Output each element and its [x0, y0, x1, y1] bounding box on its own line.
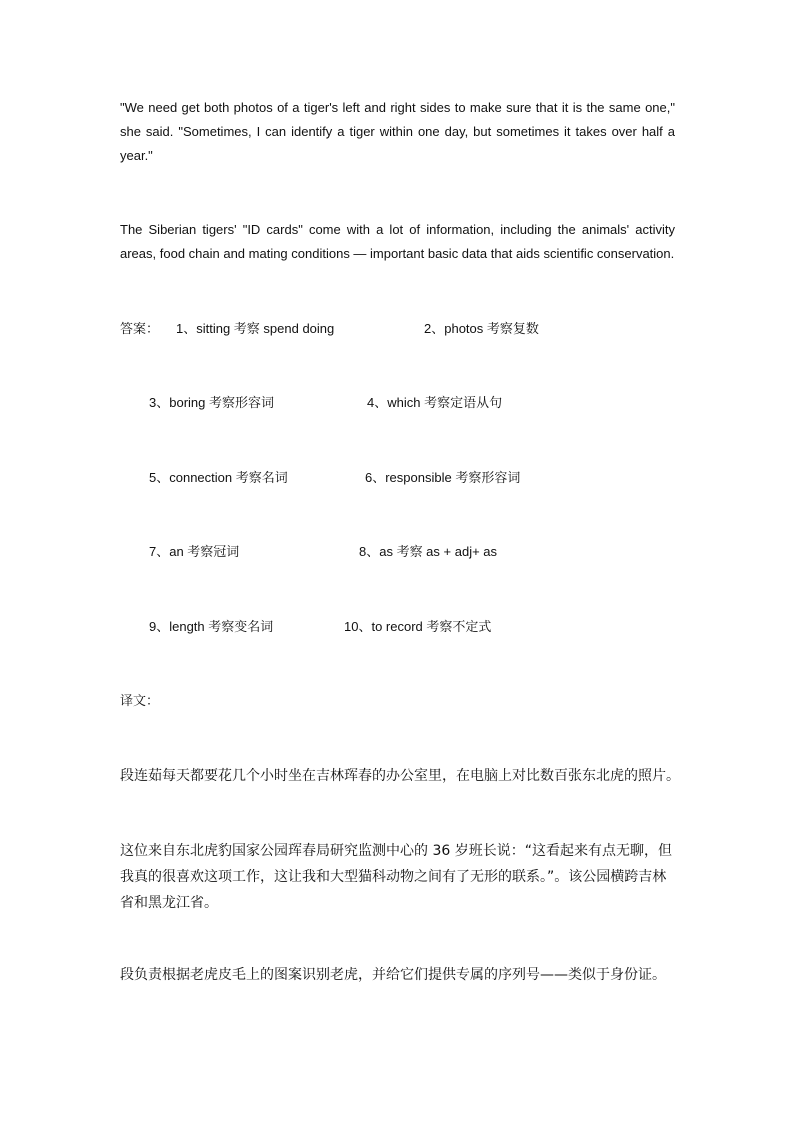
english-paragraph-quote: "We need get both photos of a tiger's left and right sides to make sure that it is the same one," she said. "Sometimes, I can identify a tiger within one day, but sometimes it takes over half a year."	[120, 100, 675, 163]
answer-item-7: 7、an 考察冠词	[149, 544, 240, 559]
translation-paragraph-1: 段连茹每天都要花几个小时坐在吉林珲春的办公室里，在电脑上对比数百张东北虎的照片。	[120, 768, 680, 784]
translation-paragraph-2: 这位来自东北虎豹国家公园珲春局研究监测中心的 36 岁班长说：“这看起来有点无聊，但我真的很喜欢这项工作，这让我和大型猫科动物之间有了无形的联系。”。该公园横跨吉林省和黑龙江省。	[120, 843, 672, 911]
answers-label: 答案：	[120, 321, 160, 336]
english-paragraph-id-cards: The Siberian tigers' "ID cards" come with a lot of information, including the animals' activity areas, food chain and mating conditions — important basic data that aids scientific conservation.	[120, 222, 675, 261]
answer-item-4: 4、which 考察定语从句	[367, 395, 503, 410]
answer-item-9: 9、length 考察变名词	[149, 619, 274, 634]
answer-item-1: 1、sitting 考察 spend doing	[176, 321, 335, 336]
answer-item-6: 6、responsible 考察形容词	[365, 470, 521, 485]
answer-item-8: 8、as 考察 as + adj+ as	[359, 544, 498, 559]
answer-item-2: 2、photos 考察复数	[424, 321, 539, 336]
answer-item-3: 3、boring 考察形容词	[149, 395, 274, 410]
answer-item-5: 5、connection 考察名词	[149, 470, 288, 485]
answer-item-10: 10、to record 考察不定式	[344, 619, 492, 634]
translation-label: 译文：	[120, 693, 160, 708]
translation-paragraph-3: 段负责根据老虎皮毛上的图案识别老虎，并给它们提供专属的序列号——类似于身份证。	[120, 967, 666, 983]
